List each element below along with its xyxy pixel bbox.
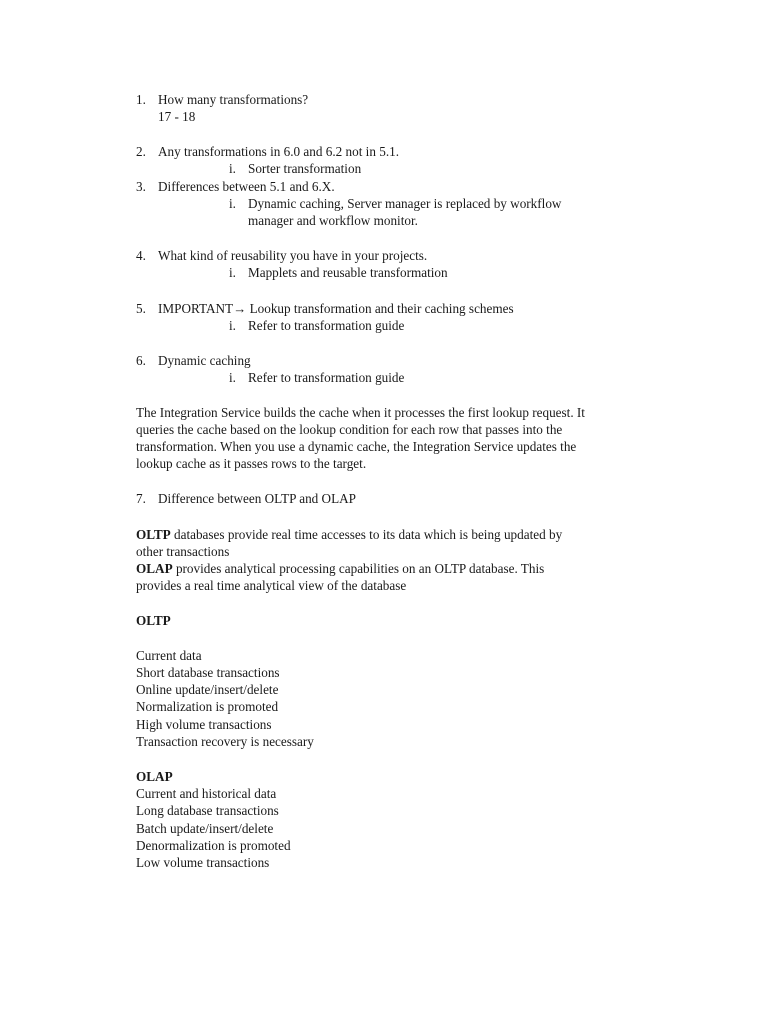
oltp-definition-line1	[136, 526, 562, 543]
cache-paragraph-line1: The Integration Service builds the cache when it processes the first lookup request. It	[136, 405, 585, 420]
olap-item: Denormalization is promoted	[136, 838, 291, 853]
q4-number: 4.	[136, 248, 146, 263]
q1-text: How many transformations?	[158, 92, 309, 107]
q3-sub-text-line1: Dynamic caching, Server manager is replaced by workflow	[248, 196, 562, 211]
olap-term: OLAP	[136, 561, 173, 576]
q5-sub-number: i.	[229, 318, 236, 333]
cache-paragraph-line3: transformation. When you use a dynamic cache, the Integration Service updates the	[136, 439, 577, 454]
q2-sub-number: i.	[229, 161, 236, 176]
q7-number: 7.	[136, 491, 146, 506]
oltp-item: Normalization is promoted	[136, 699, 279, 714]
q1-answer: 17 - 18	[158, 109, 196, 124]
oltp-item: Current data	[136, 648, 202, 663]
olap-heading: OLAP	[136, 769, 173, 784]
q5-text-rest: Lookup transformation and their caching schemes	[246, 301, 514, 316]
q6-sub-text: Refer to transformation guide	[248, 370, 405, 385]
oltp-item: Online update/insert/delete	[136, 682, 279, 697]
q5-text	[158, 300, 514, 317]
q4-sub-number: i.	[229, 265, 236, 280]
q5-important-label: IMPORTANT	[158, 301, 234, 316]
q2-sub-text: Sorter transformation	[248, 161, 362, 176]
q6-text: Dynamic caching	[158, 353, 251, 368]
olap-definition-line2: provides a real time analytical view of the database	[136, 578, 407, 593]
q3-number: 3.	[136, 179, 146, 194]
q3-text: Differences between 5.1 and 6.X.	[158, 179, 335, 194]
q1-number: 1.	[136, 92, 146, 107]
olap-item: Current and historical data	[136, 786, 277, 801]
oltp-item: High volume transactions	[136, 717, 272, 732]
oltp-definition-text: databases provide real time accesses to its data which is being updated by	[170, 527, 563, 542]
oltp-item: Transaction recovery is necessary	[136, 734, 314, 749]
oltp-definition-line2: other transactions	[136, 544, 230, 559]
olap-item: Long database transactions	[136, 803, 279, 818]
q5-sub-text: Refer to transformation guide	[248, 318, 405, 333]
olap-definition-text: provides analytical processing capabilities on an OLTP database. This	[172, 561, 545, 576]
q6-number: 6.	[136, 353, 146, 368]
q4-text: What kind of reusability you have in your projects.	[158, 248, 428, 263]
arrow-right-icon: →	[233, 301, 247, 316]
q3-sub-number: i.	[229, 196, 236, 211]
olap-definition-line1	[136, 560, 544, 577]
q3-sub-text-line2: manager and workflow monitor.	[248, 213, 418, 228]
q2-text: Any transformations in 6.0 and 6.2 not in 5.1.	[158, 144, 400, 159]
q6-sub-number: i.	[229, 370, 236, 385]
oltp-item: Short database transactions	[136, 665, 280, 680]
q2-number: 2.	[136, 144, 146, 159]
oltp-term: OLTP	[136, 527, 171, 542]
oltp-heading: OLTP	[136, 613, 171, 628]
olap-item: Batch update/insert/delete	[136, 821, 274, 836]
cache-paragraph-line4: lookup cache as it passes rows to the target.	[136, 456, 367, 471]
q4-sub-text: Mapplets and reusable transformation	[248, 265, 448, 280]
cache-paragraph-line2: queries the cache based on the lookup condition for each row that passes into the	[136, 422, 563, 437]
olap-item: Low volume transactions	[136, 855, 270, 870]
q7-text: Difference between OLTP and OLAP	[158, 491, 356, 506]
q5-number: 5.	[136, 301, 146, 316]
